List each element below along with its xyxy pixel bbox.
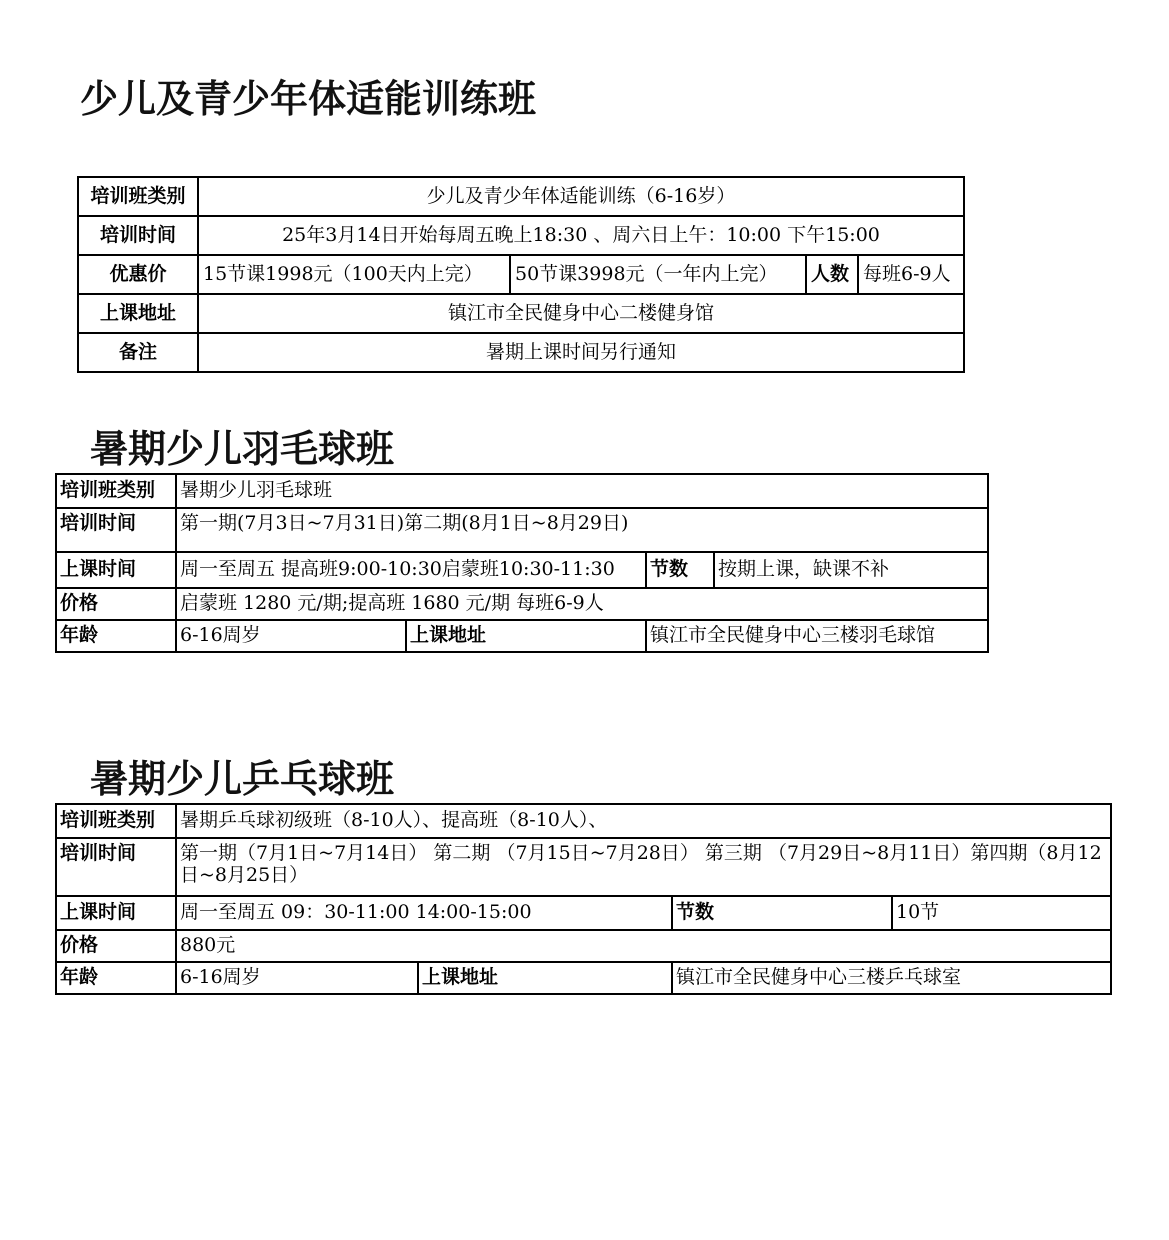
age-value: 6-16周岁 [176, 962, 418, 994]
sessions-value: 10节 [892, 896, 1111, 930]
category-value: 少儿及青少年体适能训练（6-16岁） [198, 177, 964, 216]
table-row [56, 588, 988, 620]
price-label: 价格 [56, 930, 176, 962]
address-value: 镇江市全民健身中心二楼健身馆 [198, 294, 964, 333]
table-row [56, 962, 1111, 994]
table-row [78, 216, 964, 255]
table-row [56, 930, 1111, 962]
table-row [78, 255, 964, 294]
table-row [56, 474, 988, 508]
table-row [56, 896, 1111, 930]
note-value: 暑期上课时间另行通知 [198, 333, 964, 372]
time-value: 25年3月14日开始每周五晚上18:30 、周六日上午：10:00 下午15:00 [198, 216, 964, 255]
category-label: 培训班类别 [56, 474, 176, 508]
price-label: 价格 [56, 588, 176, 620]
category-value: 暑期乒乓球初级班（8-10人）、提高班（8-10人）、 [176, 804, 1111, 838]
time-label: 培训时间 [78, 216, 198, 255]
table-row [78, 333, 964, 372]
sessions-label: 节数 [672, 896, 892, 930]
age-label: 年龄 [56, 962, 176, 994]
address-label: 上课地址 [406, 620, 646, 652]
price-value: 启蒙班 1280 元/期;提高班 1680 元/期 每班6-9人 [176, 588, 988, 620]
address-label: 上课地址 [78, 294, 198, 333]
price-value: 880元 [176, 930, 1111, 962]
category-value: 暑期少儿羽毛球班 [176, 474, 988, 508]
table-row [78, 177, 964, 216]
section-title-badminton: 暑期少儿羽毛球班 [90, 427, 395, 471]
fitness-class-table [77, 176, 965, 373]
sessions-label: 节数 [646, 552, 714, 588]
age-label: 年龄 [56, 620, 176, 652]
table-row [78, 294, 964, 333]
category-label: 培训班类别 [56, 804, 176, 838]
address-label: 上课地址 [418, 962, 672, 994]
time-label: 培训时间 [56, 508, 176, 552]
time-label: 培训时间 [56, 838, 176, 896]
class-time-label: 上课时间 [56, 552, 176, 588]
price-value-15: 15节课1998元（100天内上完） [198, 255, 510, 294]
age-value: 6-16周岁 [176, 620, 406, 652]
table-tennis-class-table [55, 803, 1112, 995]
price-value-50: 50节课3998元（一年内上完） [510, 255, 806, 294]
people-label: 人数 [806, 255, 858, 294]
table-row [56, 620, 988, 652]
table-row [56, 804, 1111, 838]
people-value: 每班6-9人 [858, 255, 964, 294]
section-title-table-tennis: 暑期少儿乒乓球班 [90, 757, 395, 801]
time-value: 第一期（7月1日~7月14日） 第二期 （7月15日~7月28日） 第三期 （7月29日~8月11日）第四期（8月12日~8月25日） [176, 838, 1111, 896]
note-label: 备注 [78, 333, 198, 372]
time-value: 第一期(7月3日~7月31日)第二期(8月1日~8月29日) [176, 508, 988, 552]
class-time-value: 周一至周五 提高班9:00-10:30启蒙班10:30-11:30 [176, 552, 646, 588]
table-row [56, 508, 988, 552]
address-value: 镇江市全民健身中心三楼羽毛球馆 [646, 620, 988, 652]
section-title-fitness: 少儿及青少年体适能训练班 [80, 77, 537, 121]
address-value: 镇江市全民健身中心三楼乒乓球室 [672, 962, 1111, 994]
price-label: 优惠价 [78, 255, 198, 294]
table-row [56, 838, 1111, 896]
class-time-label: 上课时间 [56, 896, 176, 930]
table-row [56, 552, 988, 588]
badminton-class-table [55, 473, 989, 653]
sessions-value: 按期上课，缺课不补 [714, 552, 988, 588]
category-label: 培训班类别 [78, 177, 198, 216]
class-time-value: 周一至周五 09：30-11:00 14:00-15:00 [176, 896, 672, 930]
